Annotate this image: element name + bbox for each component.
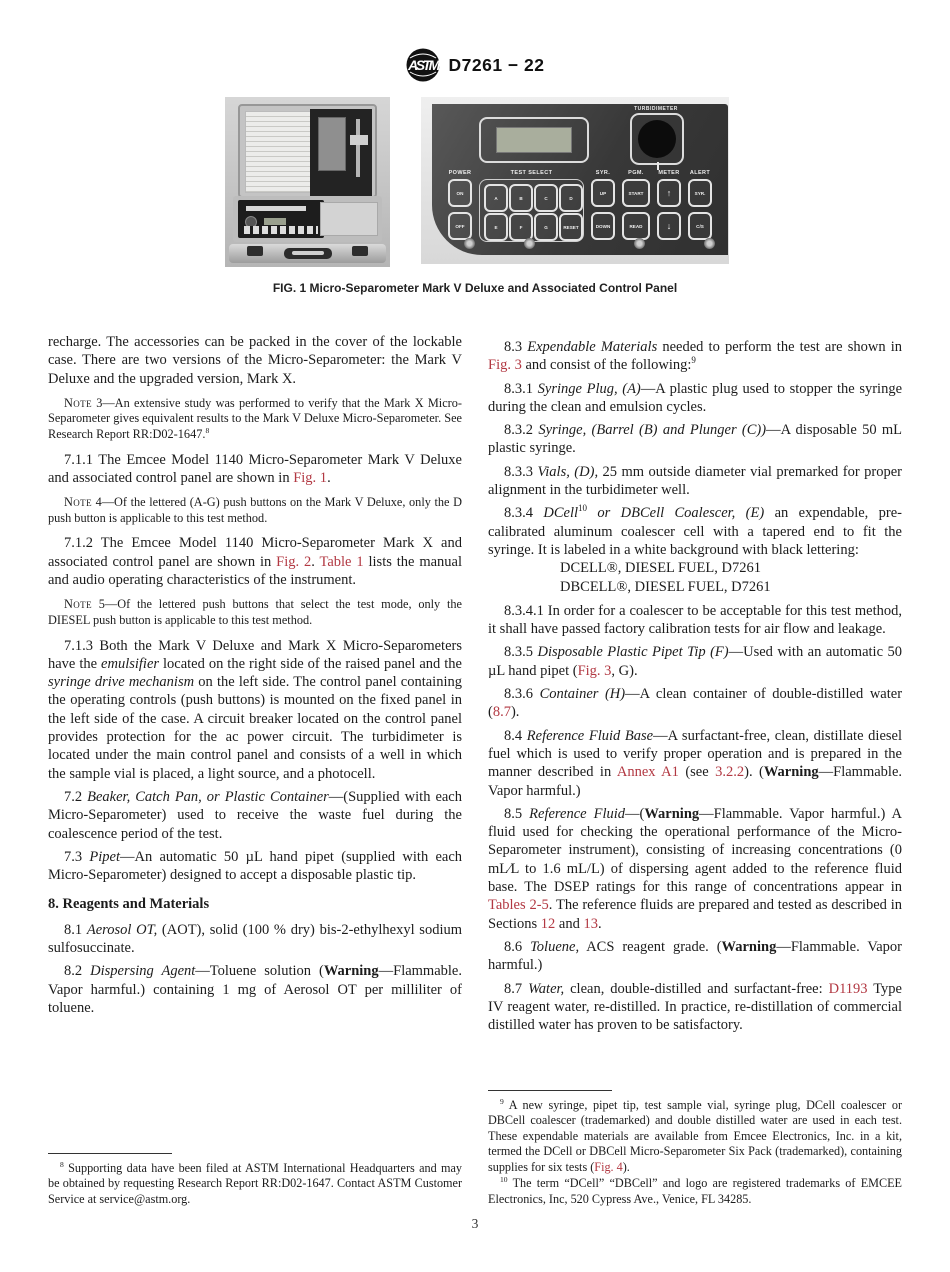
paragraph-7-2 <box>48 788 462 843</box>
text-run: Expendable Materials <box>527 339 658 355</box>
pgm-start-button: START <box>622 179 650 207</box>
footnote-8 <box>48 1161 462 1208</box>
text-run: Beaker, Catch Pan, or Plastic Container <box>87 788 329 805</box>
paragraph-8-3 <box>488 338 902 375</box>
paragraph-8-3-5 <box>488 643 902 680</box>
text-run: 9 <box>500 1096 504 1106</box>
text-run: 8. Reagents and Materials <box>48 896 210 913</box>
instruction-card <box>245 111 311 193</box>
display-frame <box>479 117 589 163</box>
left-column <box>48 333 462 1207</box>
text-run: —Toluene solution ( <box>195 963 324 980</box>
panel-slot <box>246 206 306 211</box>
text-run: Note <box>64 395 92 410</box>
text-run: 7.1.1 The Emcee Model 1140 Micro-Separometer Mark V Deluxe and associated control panel are shown in <box>48 451 462 486</box>
test-g-button: G <box>534 213 558 241</box>
case-lid <box>238 104 377 198</box>
group-power <box>448 170 472 240</box>
turbidimeter-tick <box>657 162 659 170</box>
section-8-heading <box>48 895 462 913</box>
page-number: 3 <box>471 1216 479 1231</box>
group-pgm <box>622 170 650 240</box>
text-run: The term “DCell” “DBCell” and logo are registered trademarks of EMCEE Electronics, Inc, 520 Cypress Ave., Venice, FL 34285. <box>488 1176 902 1206</box>
text-run: 8.3.3 <box>504 463 538 480</box>
paragraph-8-3-1 <box>488 380 902 417</box>
cross-reference-link[interactable]: 13 <box>583 915 598 932</box>
syringe-rod <box>356 119 360 177</box>
text-run: DCell <box>543 505 579 522</box>
text-run: or DBCell Coalescer, (E) <box>587 505 765 522</box>
turbidimeter-label: TURBIDIMETER <box>634 106 678 112</box>
figure-1 <box>225 97 730 267</box>
text-run: Dispersing Agent <box>90 963 196 980</box>
text-run: Pipet <box>89 848 120 865</box>
text-run: 8.3.1 <box>504 380 538 397</box>
text-run: —A plastic plug used to stopper the syringe during the clean and emulsion cycles. <box>488 380 903 415</box>
paragraph <box>48 333 462 388</box>
test-a-button: A <box>484 184 508 212</box>
test-e-button: E <box>484 213 508 241</box>
paragraph-8-5 <box>488 805 902 933</box>
text-run: Syringe Plug, (A) <box>537 380 641 397</box>
text-run: Warning <box>763 764 819 781</box>
text-run: Warning <box>644 805 700 822</box>
paragraph-8-7 <box>488 980 902 1035</box>
text-run: DBCELL®, DIESEL FUEL, D7261 <box>560 579 771 596</box>
cross-reference-link[interactable]: 3.2.2 <box>715 764 745 781</box>
astm-logo-icon <box>406 48 440 82</box>
text-run: 8.3.5 <box>504 644 538 661</box>
cross-reference-link[interactable]: 12 <box>540 915 556 932</box>
text-run: on the left side. The control panel containing the operating controls (push buttons) is mounted on the fixed panel in the left side of the case. A circuit breaker located on the control panel provides protection for the ac power circuit. The turbidimeter is located under the main control panel and consists of a well in which the sample vial is placed, a light source, and a photocell. <box>48 674 462 782</box>
text-run: Container (H) <box>539 686 626 703</box>
footnote-10 <box>488 1176 902 1207</box>
cross-reference-link[interactable]: Fig. 1 <box>293 469 328 486</box>
syr-up-button: UP <box>591 179 615 207</box>
case-base <box>233 196 382 242</box>
text-run: and consist of the following: <box>521 357 692 374</box>
lcd-display <box>496 127 572 153</box>
paragraph-8-3-4 <box>488 504 902 559</box>
note-4 <box>48 495 462 526</box>
cross-reference-link[interactable]: Tables 2-5 <box>488 897 549 914</box>
screw-icon <box>634 238 645 249</box>
text-run: 8.1 <box>64 921 87 938</box>
text-run: ACS reagent grade. ( <box>579 938 722 955</box>
text-run: Disposable Plastic Pipet Tip (F) <box>537 644 729 661</box>
text-run: 8.2 <box>64 963 91 980</box>
paragraph-8-6 <box>488 938 902 975</box>
case-latch-right <box>352 246 368 256</box>
text-run: —A disposable 50 mL plastic syringe. <box>488 422 903 457</box>
text-run: —( <box>625 805 645 822</box>
group-test-select <box>479 170 584 242</box>
paragraph-7-1-3 <box>48 637 462 783</box>
test-c-button: C <box>534 184 558 212</box>
text-run: clean, double-distilled and surfactant-free: <box>564 980 829 997</box>
control-panel <box>432 104 728 255</box>
paragraph-8-2 <box>48 962 462 1017</box>
case-handle <box>284 248 332 259</box>
text-run: —Flammable. Vapor harmful.) <box>488 938 903 974</box>
right-footnote-block <box>488 1090 902 1208</box>
test-b-button: B <box>509 184 533 212</box>
group-syr <box>591 170 615 240</box>
text-run: —A surfactant-free, clean, distillate diesel fuel which is used to verify proper operation and is prepared in the manner described in <box>488 727 902 781</box>
catch-tray <box>320 202 378 236</box>
text-run: an expendable, pre-calibrated aluminum coalescer cell with a tapered end to fit the syringe. It is labeled in a white background with black lettering: <box>488 505 902 558</box>
screw-icon <box>464 238 475 249</box>
cross-reference-link[interactable]: Fig. 3 <box>577 662 612 679</box>
text-run: ). <box>510 704 520 721</box>
paragraph-8-4 <box>488 727 902 800</box>
text-run: Warning <box>721 938 777 955</box>
text-run: Syringe, (Barrel (B) and Plunger (C)) <box>538 422 767 439</box>
text-run: 10 <box>500 1174 508 1184</box>
test-d-button: D <box>559 184 583 212</box>
svg-text:ASTM: ASTM <box>407 57 438 73</box>
text-run: —Flammable. Vapor harmful.) containing 1 mg of Aerosol OT per milliliter of toluene. <box>48 963 462 1016</box>
text-run: emulsifier <box>101 655 160 672</box>
text-run: Toluene, <box>530 938 580 955</box>
footnote-rule <box>488 1090 612 1091</box>
group-power-label: POWER <box>448 170 472 176</box>
alert-syr-button: SYR. <box>688 179 712 207</box>
test-f-button: F <box>509 213 533 241</box>
text-run: (AOT), solid (100 % dry) bis-2-ethylhexyl sodium sulfosuccinate. <box>48 921 463 956</box>
paragraph-8-1 <box>48 921 462 958</box>
text-run: 8.3 <box>504 339 528 355</box>
text-run: 7.3 <box>64 848 90 865</box>
text-run: recharge. The accessories can be packed in the cover of the lockable case. There are two versions of the Micro-Separometer: the Mark V Deluxe and the upgraded version, Mark X. <box>48 334 462 387</box>
text-run: 8.3.6 <box>504 686 540 703</box>
text-run: ). ( <box>744 764 764 781</box>
footnote-9 <box>488 1098 902 1176</box>
text-run: 7.1.2 The Emcee Model 1140 Micro-Separometer Mark X and associated control panel are shown in <box>48 535 462 570</box>
valve-block <box>350 135 368 145</box>
text-run: DCELL®, DIESEL FUEL, D7261 <box>560 560 761 577</box>
pgm-read-button: READ <box>622 212 650 240</box>
meter-down-button: ↓ <box>657 212 681 240</box>
case-front <box>229 244 386 263</box>
text-run: —A clean container of double-distilled water ( <box>488 686 903 721</box>
text-run: 8.3.4 <box>504 505 544 522</box>
text-run: needed to perform the test are shown in <box>657 339 903 355</box>
text-run: 7.1.3 Both the Mark V Deluxe and Mark X Micro-Separometers have the <box>48 637 462 672</box>
text-run: —Flammable. Vapor harmful.) A fluid used for checking the operational performance of the Micro-Separometer instrument), consisting of increasing concentrations (0 mL⁄L to 1.6 mL/L) of dispersing agent added to the reference fluid base. The DSEP ratings for this range of concentrations appear in <box>488 805 902 896</box>
text-run: Water, <box>528 980 565 997</box>
test-reset-button: RESET <box>559 213 583 241</box>
group-alert <box>688 170 712 240</box>
cross-reference-link[interactable]: 8.7 <box>492 704 511 721</box>
mark-v-deluxe-photo <box>225 97 390 267</box>
standard-number: D7261 − 22 <box>448 54 545 75</box>
text-run: 8.6 <box>504 938 531 955</box>
text-run: 8 <box>205 425 210 435</box>
left-footnote-block <box>48 1153 462 1208</box>
paragraph-7-1-2 <box>48 534 462 589</box>
group-syr-label: SYR. <box>595 170 611 176</box>
screw-icon <box>704 238 715 249</box>
meter-up-button: ↑ <box>657 179 681 207</box>
text-run: (see <box>678 764 716 781</box>
text-run: A new syringe, pipet tip, test sample vial, syringe plug, DCell coalescer or DBCell coalescer (trademarked) and double distilled water are used in each test. These expendable materials are available from Emcee Electronics, Inc. in a kit, termed the DCell or DBCell Micro-Separometer Six Pack (trademarked), containing supplies for six tests ( <box>488 1097 902 1174</box>
text-run: 8.4 <box>504 727 527 744</box>
syringe-drive-mechanism <box>318 117 346 171</box>
text-run: and <box>555 915 584 932</box>
syr-down-button: DOWN <box>591 212 615 240</box>
cross-reference-link[interactable]: Annex A1 <box>616 764 679 781</box>
text-run: located on the right side of the raised panel and the <box>159 655 462 672</box>
body-columns <box>48 333 902 1207</box>
paragraph-8-3-4-1 <box>488 602 902 639</box>
cross-reference-link[interactable]: Fig. 2 <box>276 553 312 570</box>
footnote-rule <box>48 1153 172 1154</box>
cross-reference-link[interactable]: Table 1 <box>319 553 364 570</box>
group-meter <box>657 170 681 240</box>
case-latch-left <box>247 246 263 256</box>
turbidimeter-frame <box>630 113 684 165</box>
control-panel-photo <box>421 97 729 264</box>
text-run: 25 mm outside diameter vial premarked for proper alignment in the turbidimeter well. <box>488 463 903 499</box>
turbidimeter-well <box>638 120 676 158</box>
text-run: 8.7 <box>504 980 529 997</box>
paragraph-8-3-6 <box>488 685 902 722</box>
dcell-label-line <box>488 559 902 578</box>
right-column <box>488 333 902 1207</box>
panel-lcd <box>264 218 286 225</box>
paragraph-8-3-2 <box>488 421 902 458</box>
text-run: —(Supplied with each Micro-Separometer) used to receive the waste fuel during the coalescence period of the test. <box>48 788 462 842</box>
text-run: Note <box>64 495 92 510</box>
cross-reference-link[interactable]: D1193 <box>828 980 868 997</box>
text-run: —Used with an automatic 50 µL hand pipet ( <box>488 644 903 679</box>
text-run: —An automatic 50 µL hand pipet (supplied with each Micro-Separometer) designed to accept a disposable plastic tip. <box>48 848 463 884</box>
text-run: Type IV reagent water, re-distilled. In practice, re-distillation of commercial distilled water has proven to be satisfactory. <box>488 980 902 1034</box>
group-pgm-label: PGM. <box>628 170 644 176</box>
text-run: , G). <box>611 662 638 679</box>
text-run: Supporting data have been filed at ASTM International Headquarters and may be obtained by requesting Research Report RR:D02-1647. Contact ASTM Customer Service at service@astm.org. <box>48 1160 462 1206</box>
power-on-button: ON <box>448 179 472 207</box>
text-run: 8.5 <box>504 805 530 822</box>
base-control-panel <box>238 200 324 238</box>
text-run: 8 <box>60 1159 64 1169</box>
text-run: Warning <box>323 963 379 980</box>
text-run: Note <box>64 597 92 612</box>
group-test-select-label: TEST SELECT <box>510 170 553 176</box>
text-run: 10 <box>578 503 587 514</box>
button-bar <box>448 170 724 242</box>
lid-equipment-panel <box>310 109 372 196</box>
alert-cs-button: C/S <box>688 212 712 240</box>
paragraph-7-1-1 <box>48 451 462 488</box>
text-run: Reference Fluid Base <box>526 727 654 744</box>
screw-icon <box>524 238 535 249</box>
text-run: Reference Fluid <box>529 805 626 822</box>
group-meter-label: METER <box>658 170 680 176</box>
text-run: Aerosol OT, <box>86 921 158 938</box>
text-run: syringe drive mechanism <box>48 674 195 691</box>
text-run: 3—An extensive study was performed to verify that the Mark X Micro-Separometer gives equivalent results to the Mark V Deluxe Micro-Separometer. See Research Report RR:D02-1647. <box>48 395 462 442</box>
note-5 <box>48 597 462 628</box>
text-run: 5—Of the lettered push buttons that select the test mode, only the DIESEL push button is applicable to this test method. <box>48 597 462 627</box>
text-run: lists the manual and audio operating characteristics of the instrument. <box>48 553 463 589</box>
text-run: ). <box>622 1159 630 1174</box>
paragraph-8-3-3 <box>488 463 902 500</box>
text-run: 9 <box>691 355 696 366</box>
text-run: . <box>311 553 320 570</box>
page-header <box>0 48 950 82</box>
note-3 <box>48 396 462 443</box>
cross-reference-link[interactable]: Fig. 3 <box>488 357 522 374</box>
figure-caption: FIG. 1 Micro-Separometer Mark V Deluxe and Associated Control Panel <box>272 281 678 295</box>
text-run: . The reference fluids are prepared and tested as described in Sections <box>488 897 902 932</box>
text-run: 4—Of the lettered (A-G) push buttons on the Mark V Deluxe, only the D push button is applicable to this test method. <box>48 495 462 525</box>
text-run: . <box>597 915 602 932</box>
text-run: Vials, (D), <box>537 463 599 480</box>
text-run: 8.3.2 <box>504 422 539 439</box>
text-run: —Flammable. Vapor harmful.) <box>488 764 903 799</box>
text-run: . <box>327 469 331 486</box>
text-run: 7.2 <box>64 788 88 805</box>
text-run: 8.3.4.1 In order for a coalescer to be acceptable for this test method, it shall have passed factory calibration tests for air flow and leakage. <box>488 602 902 638</box>
panel-keys <box>244 226 318 234</box>
dbcell-label-line <box>488 578 902 597</box>
group-alert-label: ALERT <box>689 170 711 176</box>
paragraph-7-3 <box>48 848 462 885</box>
cross-reference-link[interactable]: Fig. 4 <box>594 1159 623 1174</box>
power-off-button: OFF <box>448 212 472 240</box>
